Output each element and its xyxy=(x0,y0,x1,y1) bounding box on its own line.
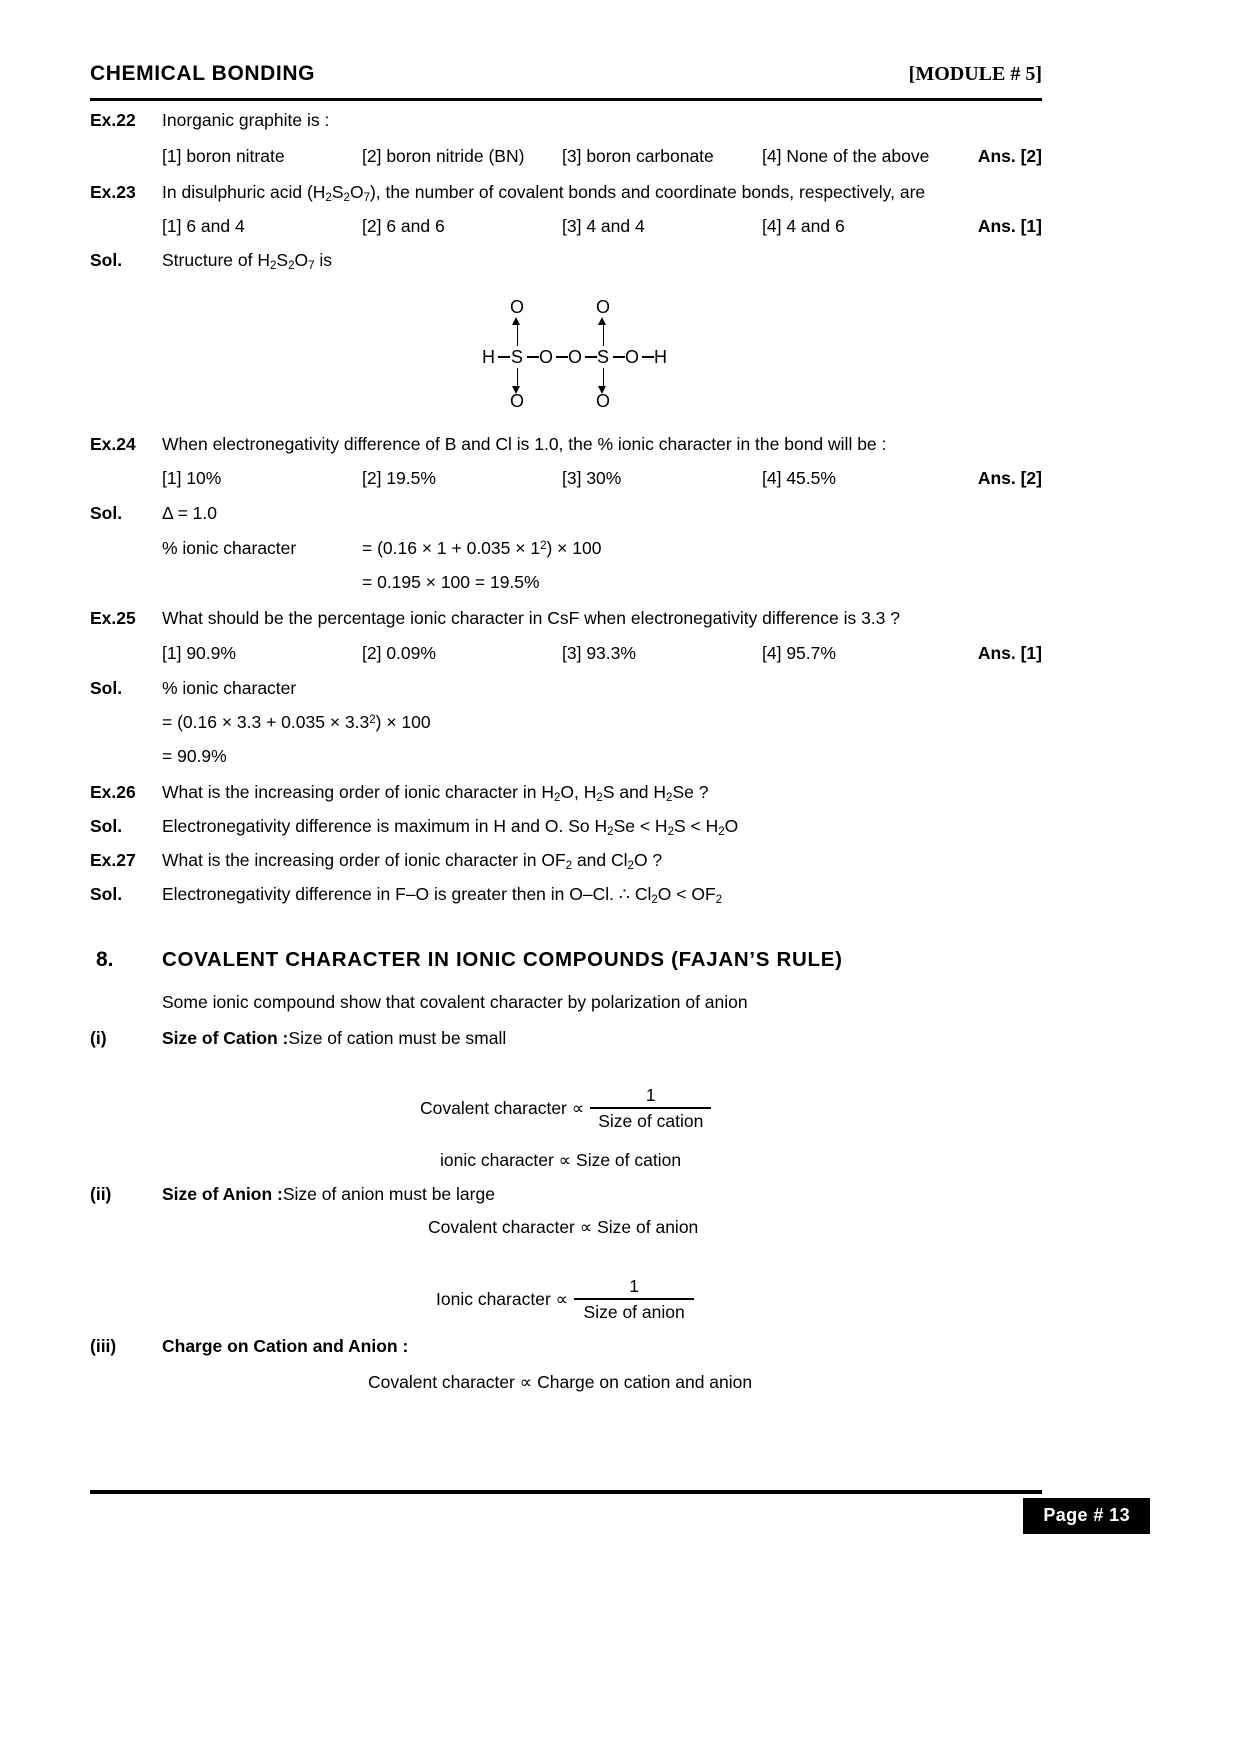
list-item-ii xyxy=(90,1184,495,1206)
atom-o-top-left: O xyxy=(510,297,525,317)
option-3[interactable]: [3] boron carbonate xyxy=(562,146,714,166)
options-row-ex22 xyxy=(90,146,1042,167)
option-4[interactable]: [4] None of the above xyxy=(762,146,930,166)
calc-row-2 xyxy=(362,572,540,594)
section-intro xyxy=(162,992,748,1014)
fraction-denominator: Size of cation xyxy=(598,1110,704,1131)
solution-text: Electronegativity difference in F–O is greater then in O–Cl. ∴ $Cl_2O < OF_2$ xyxy=(162,884,723,907)
example-tag: Ex.26 xyxy=(90,782,136,802)
h2s2o7-structure-diagram xyxy=(470,297,670,411)
example-tag: Ex.27 xyxy=(90,850,136,870)
arrowhead-up-left xyxy=(512,317,520,325)
bond-s-o-1 xyxy=(527,356,539,358)
solution-row-ex25-result xyxy=(162,746,227,768)
calc-expression: = $(0.16 \times 1 + 0.035 \times 1^2) \times 100$ xyxy=(362,538,602,558)
atom-o-bottom-right: O xyxy=(596,391,611,411)
atom-s-right: S xyxy=(597,347,610,367)
solution-row-ex24 xyxy=(90,503,217,525)
bond-up-right xyxy=(603,324,605,346)
solution-row-ex27 xyxy=(90,884,722,908)
answer-label: Ans. [1] xyxy=(977,216,1042,236)
page-number-badge: Page # 13 xyxy=(1023,1498,1150,1534)
fraction xyxy=(574,1276,694,1323)
option-2[interactable]: [2] 19.5% xyxy=(362,468,436,488)
formula-lead: Ionic character ∝ xyxy=(436,1288,569,1309)
solution-line-2: = $(0.16 \times 3.3 + 0.035 \times 3.3^2) \times 100$ xyxy=(162,712,431,732)
atom-h-right: H xyxy=(654,347,667,367)
item-label: Size of Cation : xyxy=(162,1028,289,1048)
atom-o-mid-right: O xyxy=(568,347,583,367)
options-list xyxy=(162,216,1114,237)
header-divider xyxy=(90,98,1042,101)
example-tag: Ex.23 xyxy=(90,182,136,202)
example-row-ex23 xyxy=(90,182,925,206)
solution-tag: Sol. xyxy=(90,678,123,698)
section-heading xyxy=(96,948,843,972)
answer-label: Ans. [2] xyxy=(977,468,1042,488)
calc-row-1 xyxy=(162,538,601,560)
formula-text: ionic character ∝ Size of cation xyxy=(440,1150,682,1170)
option-4[interactable]: [4] 45.5% xyxy=(762,468,836,488)
solution-text: Structure of $H_2S_2O_7$ is xyxy=(162,250,333,273)
solution-text: Electronegativity difference is maximum in H and O. So $H_2Se < H_2S < H_2O$ xyxy=(162,816,739,839)
page-header xyxy=(90,62,1042,86)
atom-h-left: H xyxy=(482,347,495,367)
solution-row-ex26 xyxy=(90,816,738,840)
example-question: What should be the percentage ionic character in CsF when electronegativity difference is 3.3 ? xyxy=(162,608,901,628)
formula-covalent-vs-anion xyxy=(428,1217,698,1239)
solution-delta-line: Δ = 1.0 xyxy=(162,503,217,523)
footer-divider xyxy=(90,1490,1042,1494)
option-1[interactable]: [1] 6 and 4 xyxy=(162,216,245,236)
answer-label: Ans. [1] xyxy=(977,643,1042,663)
item-rest: Size of cation must be small xyxy=(288,1028,507,1048)
options-row-ex24 xyxy=(90,468,1042,489)
atom-o-bottom-left: O xyxy=(510,391,525,411)
list-item-iii xyxy=(90,1336,408,1358)
formula-ionic-vs-cation xyxy=(440,1150,681,1172)
fraction-numerator: 1 xyxy=(645,1085,656,1105)
bond-o-o xyxy=(556,356,568,358)
example-row-ex22 xyxy=(90,110,329,132)
item-marker: (i) xyxy=(90,1028,107,1048)
formula-covalent-vs-charge xyxy=(368,1372,752,1394)
formula-covalent-vs-cation xyxy=(420,1085,711,1132)
option-1[interactable]: [1] 10% xyxy=(162,468,222,488)
section-intro-text: Some ionic compound show that covalent character by polarization of anion xyxy=(162,992,748,1012)
formula-lead: Covalent character ∝ xyxy=(420,1097,585,1118)
list-item-i xyxy=(90,1028,506,1050)
solution-tag: Sol. xyxy=(90,503,123,523)
atom-o-top-right: O xyxy=(596,297,611,317)
bond-h-s-left xyxy=(498,356,510,358)
section-title: COVALENT CHARACTER IN IONIC COMPOUNDS (FAJAN’S RULE) xyxy=(162,948,843,971)
example-row-ex24 xyxy=(90,434,886,456)
solution-row-ex23 xyxy=(90,250,332,274)
arrowhead-up-right xyxy=(598,317,606,325)
options-row-ex23 xyxy=(90,216,1042,237)
option-1[interactable]: [1] 90.9% xyxy=(162,643,236,663)
solution-tag: Sol. xyxy=(90,250,123,270)
header-title: CHEMICAL BONDING xyxy=(90,62,316,85)
example-question: What is the increasing order of ionic character in $H_2O$, $H_2S$ and $H_2Se$ ? xyxy=(162,782,709,805)
atom-s-left: S xyxy=(511,347,524,367)
calc-label: % ionic character xyxy=(162,538,297,558)
answer-label: Ans. [2] xyxy=(977,146,1042,166)
atom-o-right: O xyxy=(625,347,640,367)
example-question: In disulphuric acid $(H_2S_2O_7)$, the number of covalent bonds and coordinate bonds, respectively, are xyxy=(162,182,926,205)
option-3[interactable]: [3] 93.3% xyxy=(562,643,636,663)
solution-tag: Sol. xyxy=(90,816,123,836)
item-marker: (iii) xyxy=(90,1336,117,1356)
solution-line-1: % ionic character xyxy=(162,678,297,698)
solution-tag: Sol. xyxy=(90,884,123,904)
option-2[interactable]: [2] 0.09% xyxy=(362,643,436,663)
solution-row-ex25-calc xyxy=(162,712,431,734)
fraction-denominator: Size of anion xyxy=(583,1301,685,1322)
bond-s-o-right xyxy=(613,356,625,358)
example-row-ex27 xyxy=(90,850,662,874)
example-question: What is the increasing order of ionic character in $OF_2$ and $Cl_2O$ ? xyxy=(162,850,663,873)
item-label: Charge on Cation and Anion : xyxy=(162,1336,409,1356)
example-row-ex26 xyxy=(90,782,708,806)
solution-row-ex25 xyxy=(90,678,296,700)
section-number: 8. xyxy=(96,948,114,971)
formula-text: Covalent character ∝ Size of anion xyxy=(428,1217,699,1237)
option-1[interactable]: [1] boron nitrate xyxy=(162,146,285,166)
option-3[interactable]: [3] 4 and 4 xyxy=(562,216,645,236)
option-2[interactable]: [2] 6 and 6 xyxy=(362,216,445,236)
item-marker: (ii) xyxy=(90,1184,112,1204)
example-tag: Ex.25 xyxy=(90,608,136,628)
bond-o-h-right xyxy=(642,356,654,358)
formula-ionic-vs-anion xyxy=(436,1276,694,1323)
example-question: Inorganic graphite is : xyxy=(162,110,330,130)
option-4[interactable]: [4] 95.7% xyxy=(762,643,836,663)
example-tag: Ex.22 xyxy=(90,110,136,130)
example-row-ex25 xyxy=(90,608,900,630)
header-module-label: [MODULE # 5] xyxy=(908,63,1042,85)
options-list xyxy=(162,468,1114,489)
bond-up-left xyxy=(517,324,519,346)
options-row-ex25 xyxy=(90,643,1042,664)
option-3[interactable]: [3] 30% xyxy=(562,468,622,488)
item-label: Size of Anion : xyxy=(162,1184,283,1204)
option-4[interactable]: [4] 4 and 6 xyxy=(762,216,845,236)
example-tag: Ex.24 xyxy=(90,434,136,454)
calc-result: = 0.195 × 100 = 19.5% xyxy=(362,572,540,592)
fraction xyxy=(590,1085,711,1132)
formula-text: Covalent character ∝ Charge on cation and anion xyxy=(368,1372,753,1392)
bond-o-s-2 xyxy=(585,356,597,358)
options-list xyxy=(162,643,1114,664)
item-rest: Size of anion must be large xyxy=(282,1184,495,1204)
fraction-numerator: 1 xyxy=(629,1276,639,1296)
options-list xyxy=(162,146,1114,167)
example-question: When electronegativity difference of B and Cl is 1.0, the % ionic character in the bond will be : xyxy=(162,434,887,454)
option-2[interactable]: [2] boron nitride (BN) xyxy=(362,146,525,166)
atom-o-mid-left: O xyxy=(539,347,554,367)
solution-line-3: = 90.9% xyxy=(162,746,227,766)
